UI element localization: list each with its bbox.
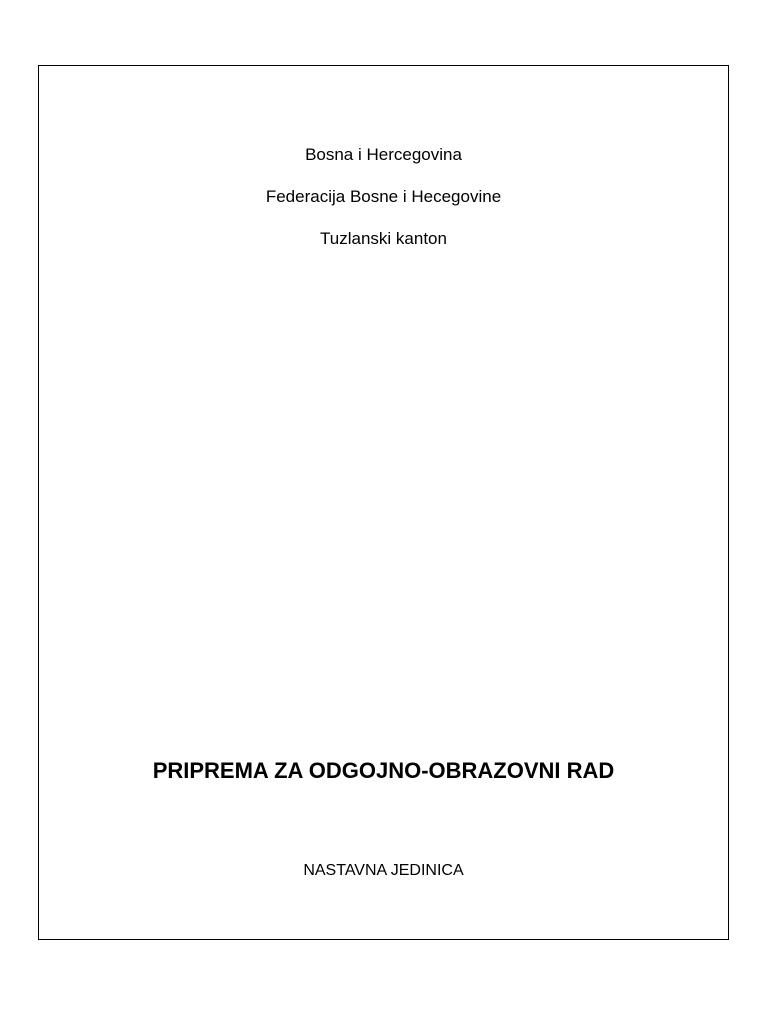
header-country: Bosna i Hercegovina [305,145,462,164]
document-subtitle: NASTAVNA JEDINICA [303,862,464,879]
header-canton: Tuzlanski kanton [320,229,447,248]
header-entity: Federacija Bosne i Hecegovine [265,187,502,206]
document-page [38,65,729,940]
document-title: PRIPREMA ZA ODGOJNO-OBRAZOVNI RAD [152,758,615,783]
